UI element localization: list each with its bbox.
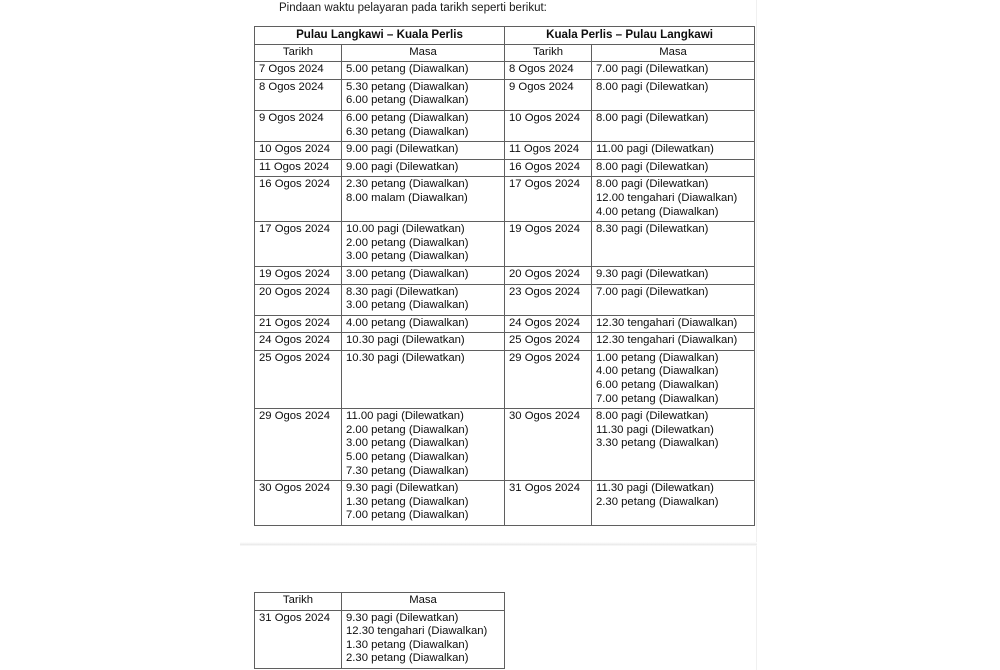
- cell-times-right: [592, 350, 755, 408]
- table-row: [255, 62, 755, 80]
- time-entry: 8.30 pagi (Dilewatkan): [346, 285, 459, 298]
- cell-date-right: 17 Ogos 2024: [505, 177, 592, 222]
- cell-date-right: 31 Ogos 2024: [505, 481, 592, 526]
- cell-date-left: 17 Ogos 2024: [255, 222, 342, 267]
- cell-times-right: [592, 62, 755, 80]
- cell-times-left: [342, 110, 505, 141]
- time-entry: 6.30 petang (Diawalkan): [346, 125, 469, 138]
- time-entry: 10.30 pagi (Dilewatkan): [346, 334, 465, 347]
- time-entry: 10.30 pagi (Dilewatkan): [346, 351, 465, 364]
- continuation-column-header-date: Tarikh: [255, 593, 342, 611]
- table-row: [255, 79, 755, 110]
- time-entry: 7.00 pagi (Dilewatkan): [596, 63, 709, 76]
- time-entry: 9.30 pagi (Dilewatkan): [596, 267, 709, 280]
- cell-times-left: [342, 62, 505, 80]
- table-row: [255, 315, 755, 333]
- time-entry: 4.00 petang (Diawalkan): [596, 365, 719, 378]
- column-header-time-left: Masa: [342, 44, 505, 62]
- time-entry: 1.30 petang (Diawalkan): [346, 495, 469, 508]
- cell-times-left: [342, 177, 505, 222]
- time-entry: 5.00 petang (Diawalkan): [346, 451, 469, 464]
- cell-date-right: 10 Ogos 2024: [505, 110, 592, 141]
- time-entry: 8.30 pagi (Dilewatkan): [596, 223, 709, 236]
- cell-date-left: 29 Ogos 2024: [255, 409, 342, 481]
- route-header-langkawi-to-perlis: Pulau Langkawi – Kuala Perlis: [255, 27, 505, 45]
- time-entry: 11.30 pagi (Dilewatkan): [596, 423, 714, 436]
- cell-times-right: [592, 177, 755, 222]
- page-break-separator: [240, 542, 757, 546]
- time-entry: 4.00 petang (Diawalkan): [596, 205, 719, 218]
- cell-date-left: 21 Ogos 2024: [255, 315, 342, 333]
- table-row: [255, 409, 755, 481]
- cell-date-left: 9 Ogos 2024: [255, 110, 342, 141]
- continuation-schedule-table: [254, 592, 505, 669]
- cell-date-left: 19 Ogos 2024: [255, 266, 342, 284]
- continuation-table-body: [255, 610, 505, 668]
- time-entry: 11.00 pagi (Dilewatkan): [346, 410, 464, 423]
- cell-date-right: 16 Ogos 2024: [505, 159, 592, 177]
- time-entry: 12.30 tengahari (Diawalkan): [596, 334, 738, 347]
- cell-times-left: [342, 142, 505, 160]
- cell-times-left: [342, 481, 505, 526]
- cell-times-right: [592, 315, 755, 333]
- time-entry: 4.00 petang (Diawalkan): [346, 316, 469, 329]
- cell-times-left: [342, 159, 505, 177]
- time-entry: 12.00 tengahari (Diawalkan): [596, 191, 738, 204]
- cell-times-right: [592, 409, 755, 481]
- table-row: [255, 110, 755, 141]
- cell-times-right: [592, 79, 755, 110]
- time-entry: 7.00 petang (Diawalkan): [346, 509, 469, 522]
- cell-times-right: [592, 142, 755, 160]
- time-entry: 12.30 tengahari (Diawalkan): [346, 625, 488, 638]
- cell-date-right: 29 Ogos 2024: [505, 350, 592, 408]
- cell-date-right: 30 Ogos 2024: [505, 409, 592, 481]
- intro-paragraph: Pindaan waktu pelayaran pada tarikh seperti berikut:: [279, 2, 547, 14]
- cell-date-left: 7 Ogos 2024: [255, 62, 342, 80]
- table-row: [255, 159, 755, 177]
- time-entry: 7.00 petang (Diawalkan): [596, 392, 719, 405]
- table-row: [255, 481, 755, 526]
- column-header-date-right: Tarikh: [505, 44, 592, 62]
- time-entry: 2.30 petang (Diawalkan): [596, 495, 719, 508]
- time-entry: 6.00 petang (Diawalkan): [596, 379, 719, 392]
- time-entry: 9.00 pagi (Dilewatkan): [346, 160, 459, 173]
- cell-times-left: [342, 315, 505, 333]
- cell-date-left: 24 Ogos 2024: [255, 333, 342, 351]
- time-entry: 8.00 pagi (Dilewatkan): [596, 80, 709, 93]
- time-entry: 6.00 petang (Diawalkan): [346, 111, 469, 124]
- continuation-column-header-row: [255, 593, 505, 611]
- continuation-column-header-time: Masa: [342, 593, 505, 611]
- table-row: [255, 266, 755, 284]
- column-header-row: [255, 44, 755, 62]
- table-row: [255, 222, 755, 267]
- cell-date-left: 8 Ogos 2024: [255, 79, 342, 110]
- column-header-time-right: Masa: [592, 44, 755, 62]
- continuation-table-head: [255, 593, 505, 611]
- time-entry: 5.30 petang (Diawalkan): [346, 80, 469, 93]
- cell-date-right: 8 Ogos 2024: [505, 62, 592, 80]
- cell-times-left: [342, 222, 505, 267]
- cell-times-right: [592, 284, 755, 315]
- cell-times-right: [592, 222, 755, 267]
- cell-date-left: 25 Ogos 2024: [255, 350, 342, 408]
- time-entry: 7.30 petang (Diawalkan): [346, 464, 469, 477]
- table-row: [255, 350, 755, 408]
- time-entry: 3.00 petang (Diawalkan): [346, 250, 469, 263]
- cell-date-right: 9 Ogos 2024: [505, 79, 592, 110]
- cell-date-right: 19 Ogos 2024: [505, 222, 592, 267]
- time-entry: 11.00 pagi (Dilewatkan): [596, 143, 714, 156]
- cell-times-left: [342, 79, 505, 110]
- cell-times-right: [592, 110, 755, 141]
- column-header-date-left: Tarikh: [255, 44, 342, 62]
- schedule-table-head: [255, 27, 755, 62]
- time-entry: 1.30 petang (Diawalkan): [346, 638, 469, 651]
- time-entry: 12.30 tengahari (Diawalkan): [596, 316, 738, 329]
- table-row: [255, 177, 755, 222]
- time-entry: 9.30 pagi (Dilewatkan): [346, 482, 459, 495]
- cell-times-right: [592, 266, 755, 284]
- table-row: [255, 333, 755, 351]
- time-entry: 2.30 petang (Diawalkan): [346, 178, 469, 191]
- time-entry: 3.30 petang (Diawalkan): [596, 437, 719, 450]
- ferry-schedule-table: [254, 26, 755, 526]
- time-entry: 9.30 pagi (Dilewatkan): [346, 611, 459, 624]
- cell-date-right: 20 Ogos 2024: [505, 266, 592, 284]
- time-entry: 8.00 pagi (Dilewatkan): [596, 111, 709, 124]
- time-entry: 10.00 pagi (Dilewatkan): [346, 223, 465, 236]
- time-entry: 8.00 pagi (Dilewatkan): [596, 410, 709, 423]
- route-header-perlis-to-langkawi: Kuala Perlis – Pulau Langkawi: [505, 27, 755, 45]
- time-entry: 2.00 petang (Diawalkan): [346, 236, 469, 249]
- time-entry: 2.30 petang (Diawalkan): [346, 652, 469, 665]
- cell-date-right: 23 Ogos 2024: [505, 284, 592, 315]
- time-entry: 3.00 petang (Diawalkan): [346, 299, 469, 312]
- cell-times-left: [342, 409, 505, 481]
- cell-date-left: 10 Ogos 2024: [255, 142, 342, 160]
- cell-times-left: [342, 266, 505, 284]
- time-entry: 8.00 pagi (Dilewatkan): [596, 178, 709, 191]
- cell-times-left: [342, 350, 505, 408]
- cell-date-left: 20 Ogos 2024: [255, 284, 342, 315]
- time-entry: 11.30 pagi (Dilewatkan): [596, 482, 714, 495]
- route-header-row: [255, 27, 755, 45]
- time-entry: 5.00 petang (Diawalkan): [346, 63, 469, 76]
- cell-times-right: [592, 159, 755, 177]
- cell-date-left: 11 Ogos 2024: [255, 159, 342, 177]
- cell-date-right: 11 Ogos 2024: [505, 142, 592, 160]
- time-entry: 3.00 petang (Diawalkan): [346, 267, 469, 280]
- table-row: [255, 610, 505, 668]
- cell-times: [342, 610, 505, 668]
- cell-times-left: [342, 284, 505, 315]
- cell-date: 31 Ogos 2024: [255, 610, 342, 668]
- cell-times-left: [342, 333, 505, 351]
- time-entry: 8.00 malam (Diawalkan): [346, 191, 468, 204]
- cell-date-left: 16 Ogos 2024: [255, 177, 342, 222]
- time-entry: 3.00 petang (Diawalkan): [346, 437, 469, 450]
- schedule-table-body: [255, 62, 755, 526]
- cell-date-right: 25 Ogos 2024: [505, 333, 592, 351]
- table-row: [255, 284, 755, 315]
- time-entry: 8.00 pagi (Dilewatkan): [596, 160, 709, 173]
- table-row: [255, 142, 755, 160]
- time-entry: 2.00 petang (Diawalkan): [346, 423, 469, 436]
- cell-date-right: 24 Ogos 2024: [505, 315, 592, 333]
- time-entry: 9.00 pagi (Dilewatkan): [346, 143, 459, 156]
- cell-date-left: 30 Ogos 2024: [255, 481, 342, 526]
- cell-times-right: [592, 333, 755, 351]
- time-entry: 6.00 petang (Diawalkan): [346, 94, 469, 107]
- page-right-edge: [756, 0, 757, 670]
- cell-times-right: [592, 481, 755, 526]
- time-entry: 7.00 pagi (Dilewatkan): [596, 285, 709, 298]
- time-entry: 1.00 petang (Diawalkan): [596, 351, 719, 364]
